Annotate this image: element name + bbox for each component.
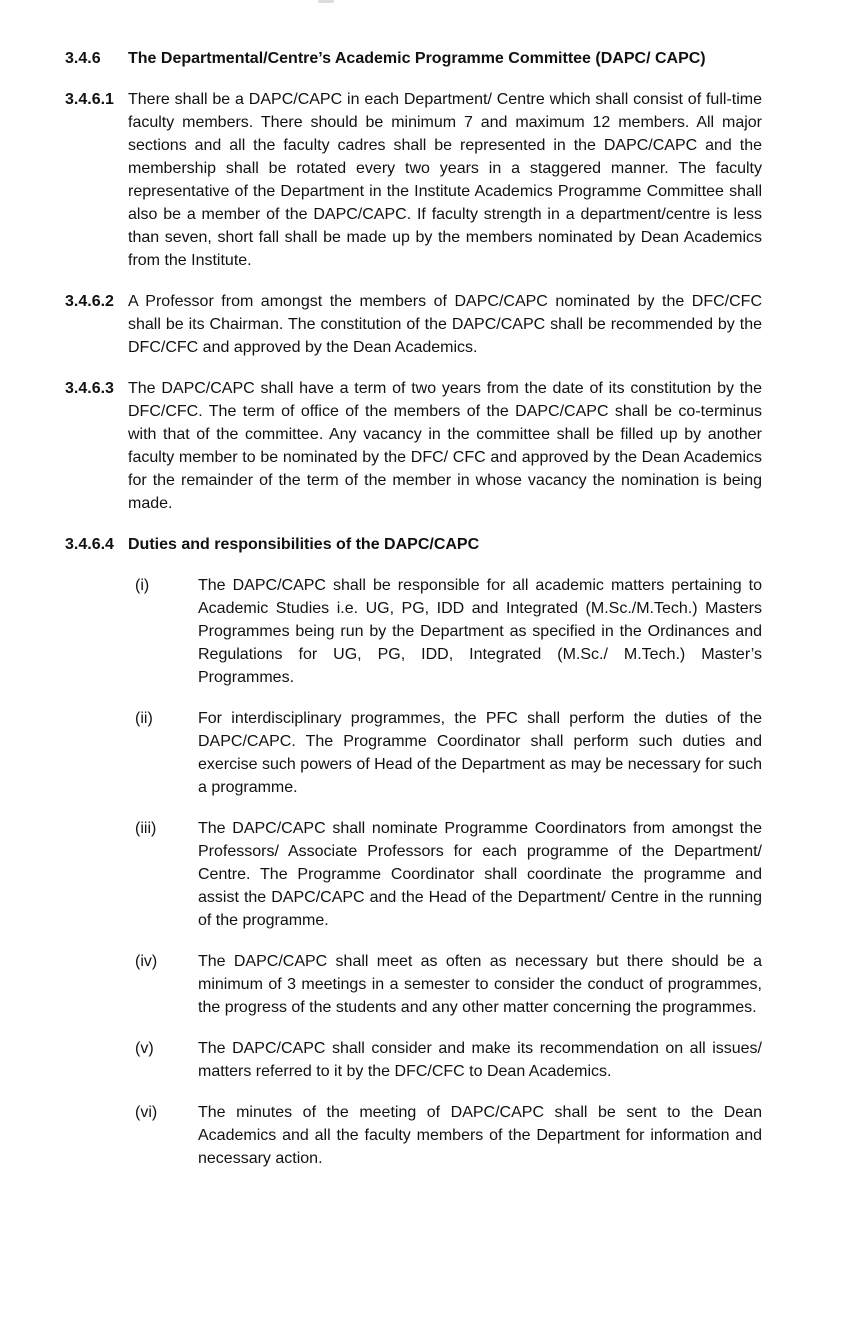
scan-edge-artifact [318, 0, 334, 3]
section-number: 3.4.6.2 [65, 293, 114, 310]
duty-item-iv [135, 950, 863, 1019]
section-number: 3.4.6 [65, 50, 101, 67]
section-heading-3-4-6 [65, 47, 863, 70]
section-number: 3.4.6.1 [65, 91, 114, 108]
duty-label: (ii) [135, 710, 153, 727]
duty-item-v [135, 1037, 863, 1083]
section-paragraph-3-4-6-3 [65, 377, 863, 515]
duty-label: (vi) [135, 1104, 158, 1121]
section-text: There shall be a DAPC/CAPC in each Department/ Centre which shall consist of full-time faculty members. There should be minimum 7 and maximum 12 members. All major sections and all the faculty cadres shall be represented in the DAPC/CAPC and the membership shall be rotated every two years in a staggered manner. The faculty representative of the Department in the Institute Academics Programme Committee shall also be a member of the DAPC/CAPC. If faculty strength in a department/centre is less than seven, short fall shall be made up by the members nominated by Dean Academics from the Institute. [128, 91, 762, 269]
section-text: The DAPC/CAPC shall have a term of two years from the date of its constitution by the DFC/CFC. The term of office of the members of the DAPC/CAPC shall be co-terminus with that of the committee. Any vacancy in the committee shall be filled up by another faculty member to be nominated by the DFC/ CFC and approved by the Dean Academics for the remainder of the term of the member in whose vacancy the nomination is being made. [128, 380, 762, 512]
section-number: 3.4.6.3 [65, 380, 114, 397]
section-paragraph-3-4-6-2 [65, 290, 863, 359]
section-heading-3-4-6-4 [65, 533, 863, 556]
duty-item-i [135, 574, 863, 689]
duty-label: (v) [135, 1040, 154, 1057]
section-text: A Professor from amongst the members of DAPC/CAPC nominated by the DFC/CFC shall be its Chairman. The constitution of the DAPC/CAPC shall be recommended by the DFC/CFC and approved by the Dean Academics. [128, 293, 762, 356]
duty-item-iii [135, 817, 863, 932]
duty-text: The DAPC/CAPC shall consider and make its recommendation on all issues/ matters referred to it by the DFC/CFC to Dean Academics. [198, 1040, 762, 1080]
duty-text: The DAPC/CAPC shall nominate Programme Coordinators from amongst the Professors/ Associate Professors for each programme of the Department/ Centre. The Programme Coordinator shall coordinate the programme and assist the DAPC/CAPC and the Head of the Department/ Centre in the running of the programme. [198, 820, 762, 929]
duty-text: The DAPC/CAPC shall meet as often as necessary but there should be a minimum of 3 meetings in a semester to consider the conduct of programmes, the progress of the students and any other matter concerning the programmes. [198, 953, 762, 1016]
duty-label: (i) [135, 577, 150, 594]
duty-text: The minutes of the meeting of DAPC/CAPC shall be sent to the Dean Academics and all the faculty members of the Department for information and necessary action. [198, 1104, 762, 1167]
section-title: Duties and responsibilities of the DAPC/CAPC [128, 536, 480, 553]
duty-label: (iv) [135, 953, 158, 970]
duty-item-vi [135, 1101, 863, 1170]
section-number: 3.4.6.4 [65, 536, 114, 553]
duty-item-ii [135, 707, 863, 799]
section-title: The Departmental/Centre’s Academic Programme Committee (DAPC/ CAPC) [128, 50, 706, 67]
section-paragraph-3-4-6-1 [65, 88, 863, 272]
duty-label: (iii) [135, 820, 157, 837]
duty-text: The DAPC/CAPC shall be responsible for all academic matters pertaining to Academic Studies i.e. UG, PG, IDD and Integrated (M.Sc./M.Tech.) Masters Programmes being run by the Department as specified in the Ordinances and Regulations for UG, PG, IDD, Integrated (M.Sc./ M.Tech.) Master’s Programmes. [198, 577, 762, 686]
duty-text: For interdisciplinary programmes, the PFC shall perform the duties of the DAPC/CAPC. The Programme Coordinator shall perform such duties and exercise such powers of Head of the Department as may be necessary for such a programme. [198, 710, 762, 796]
